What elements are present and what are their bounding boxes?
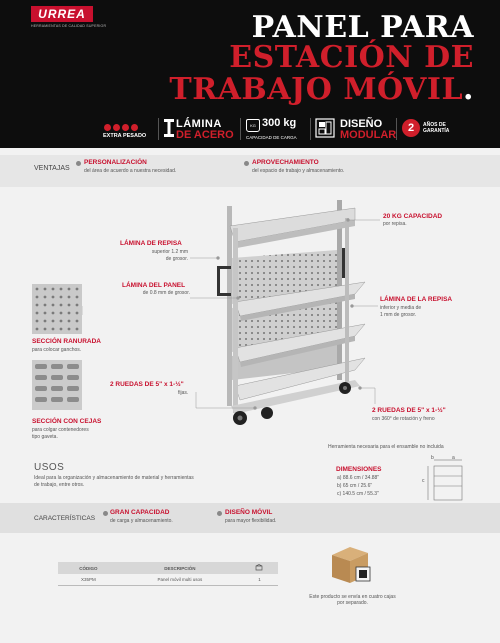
dim-label-b: b [431,455,434,461]
bullet-icon [217,511,222,516]
usos-text: Ideal para la organización y almacenamiento de material y herramientas de trabajo, entre otros. [34,475,194,488]
title-dot: . [463,72,474,107]
title-line-3-text: TRABAJO MÓVIL [169,72,464,107]
ranurada-sample [32,284,82,334]
callout-lam-repisa-sub2: 1 mm de grosor. [380,312,417,318]
weight-icon: KG [246,119,260,132]
louvered-panel-icon [32,360,82,410]
bullet-icon [103,511,108,516]
table-header-row [58,562,278,574]
callout-cejas-sub1: para colgar contenedores [32,427,89,433]
caracteristica-title: DISEÑO MÓVIL [225,509,273,516]
cejas-sample [32,360,82,410]
urrea-logo[interactable]: URREA [31,6,93,22]
table-row [58,574,278,586]
callout-capacidad-sub: por repisa. [383,221,407,227]
cell-descripcion: Panel móvil multi usos [119,574,241,586]
title-line-2: ESTACIÓN DE [229,40,474,75]
header-descripcion: DESCRIPCIÓN [119,562,241,574]
callout-cejas-title: SECCIÓN CON CEJAS [32,418,102,425]
diseno-label-1: DISEÑO [340,118,383,130]
caracteristica-sub: de carga y almacenamiento. [110,518,173,524]
box-icon [241,562,278,574]
usos-title: USOS [34,462,65,473]
dimension-diagram [420,454,470,504]
callout-repisa-title: LÁMINA DE REPISA [120,240,182,247]
dimension-row: a) 88.6 cm / 34.88" [337,475,380,481]
caracteristica-sub: para mayor flexibilidad. [225,518,277,524]
warranty-years: 2 [402,119,420,137]
lamina-label-1: LÁMINA [176,118,222,130]
callout-repisa-sub2: de grosor. [165,256,188,262]
callout-ruedas-fijas-sub: fijas. [178,390,189,396]
header-codigo: CÓDIGO [58,562,119,574]
dim-label-c: c [422,478,425,484]
callout-ranurada-title: SECCIÓN RANURADA [32,338,101,345]
shipping-boxes-icon [330,543,375,588]
boxes-note: Este producto se envía en cuatro cajas por separado. [309,594,396,606]
diseno-label-2: MODULAR [340,129,397,141]
capacidad-label: CAPACIDAD DE CARGA [246,135,297,140]
extra-pesado-label: EXTRA PESADO [103,133,147,139]
callout-ruedas-rot-title: 2 RUEDAS DE 5" x 1-½" [372,407,446,414]
lamina-label-2: DE ACERO [176,129,234,141]
callout-panel-sub: de 0.8 mm de grosor. [142,290,190,296]
callout-lam-repisa-sub1: inferior y media de [380,305,422,311]
dimensiones-title: DIMENSIONES [336,466,382,473]
caracteristicas-label: CARACTERÍSTICAS [34,515,96,522]
callout-repisa-sub1: superior 1.2 mm [151,249,188,255]
callout-cejas-sub2: tipo gaveta. [32,434,58,440]
ventaja-sub: del espacio de trabajo y almacenamiento. [252,168,345,174]
product-table [58,562,278,586]
cell-qty: 1 [241,574,278,586]
logo-tagline: HERRAMIENTAS DE CALIDAD SUPERIOR [31,24,107,28]
callout-panel-title: LÁMINA DEL PANEL [122,282,186,289]
dim-label-a: a [452,455,455,461]
callout-lam-repisa-title: LÁMINA DE LA REPISA [380,296,453,303]
callout-capacidad-title: 20 KG CAPACIDAD [383,213,443,220]
dimension-row: b) 65 cm / 25.6" [337,483,373,489]
callout-ruedas-rot-sub: con 360° de rotación y freno [372,416,435,422]
capacidad-value: 300 kg [262,117,297,129]
warranty-label: AÑOS DE GARANTÍA [423,122,450,134]
title-line-1: PANEL PARA [251,10,474,45]
ventajas-label: VENTAJAS [34,165,70,172]
ventaja-sub: del área de acuerdo a nuestra necesidad. [84,168,177,174]
callout-ruedas-fijas-title: 2 RUEDAS DE 5" x 1-½" [110,381,184,388]
ventaja-title: APROVECHAMIENTO [252,159,319,166]
dimension-row: c) 140.5 cm / 55.3" [337,491,379,497]
ventaja-title: PERSONALIZACIÓN [84,159,147,166]
pegboard-icon [32,284,82,334]
cell-codigo: X35PM [58,574,119,586]
callout-ranurada-sub: para colocar ganchos. [32,347,82,353]
caracteristica-title: GRAN CAPACIDAD [110,509,170,516]
herramienta-note: Herramienta necesaria para el ensamble no incluida [328,444,444,450]
